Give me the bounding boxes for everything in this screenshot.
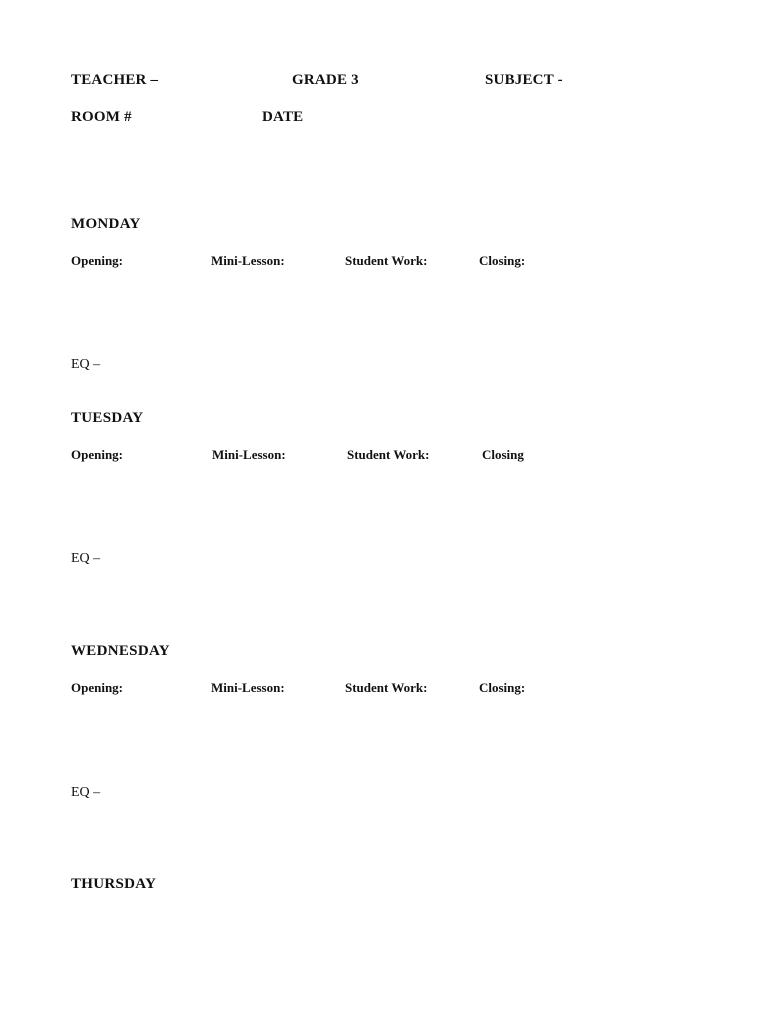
day-heading-tuesday: TUESDAY xyxy=(71,410,144,426)
grade-label: GRADE 3 xyxy=(292,72,359,88)
eq-label: EQ – xyxy=(71,785,101,800)
eq-label: EQ – xyxy=(71,551,101,566)
mini-lesson-label: Mini-Lesson: xyxy=(211,253,285,268)
eq-label: EQ – xyxy=(71,357,101,372)
opening-label: Opening: xyxy=(71,680,124,695)
teacher-label: TEACHER – xyxy=(71,72,159,88)
subject-label: SUBJECT - xyxy=(485,72,563,88)
day-heading-wednesday: WEDNESDAY xyxy=(71,643,170,659)
closing-label: Closing: xyxy=(479,253,526,268)
room-label: ROOM # xyxy=(71,109,132,125)
closing-label: Closing xyxy=(482,447,524,462)
date-label: DATE xyxy=(262,109,304,125)
student-work-label: Student Work: xyxy=(347,447,430,462)
day-heading-thursday: THURSDAY xyxy=(71,876,157,892)
mini-lesson-label: Mini-Lesson: xyxy=(212,447,286,462)
mini-lesson-label: Mini-Lesson: xyxy=(211,680,285,695)
closing-label: Closing: xyxy=(479,680,526,695)
opening-label: Opening: xyxy=(71,253,124,268)
student-work-label: Student Work: xyxy=(345,680,428,695)
student-work-label: Student Work: xyxy=(345,253,428,268)
day-heading-monday: MONDAY xyxy=(71,216,141,232)
opening-label: Opening: xyxy=(71,447,124,462)
